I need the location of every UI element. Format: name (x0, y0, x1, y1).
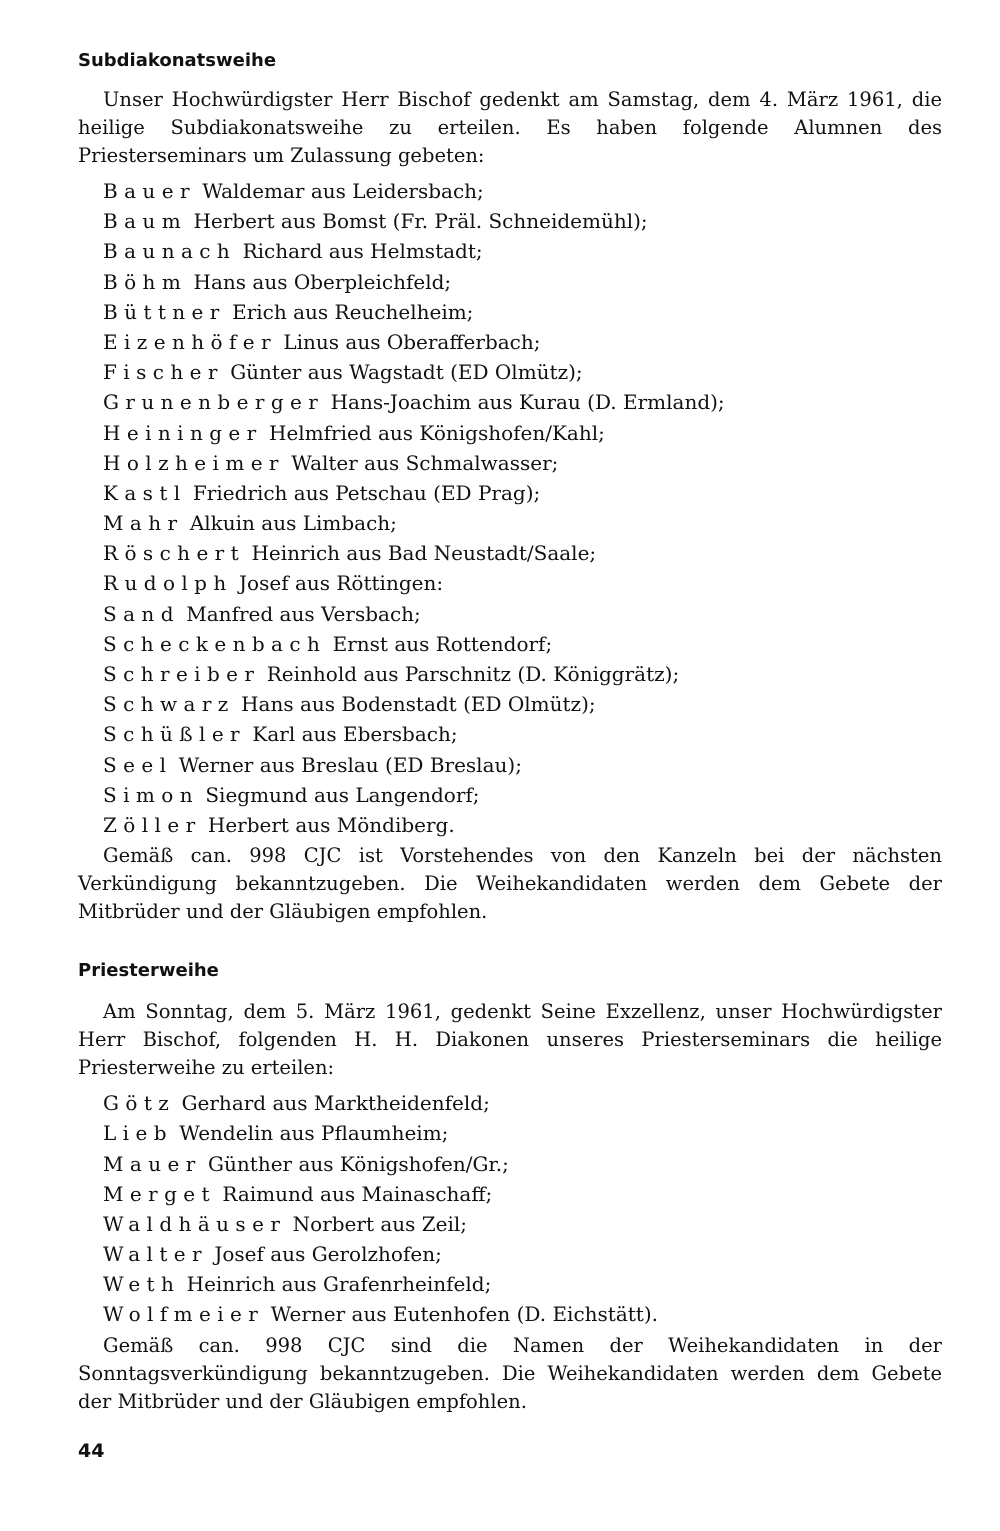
candidate-details: Gerhard aus Marktheidenfeld; (181, 1091, 490, 1116)
section2-closing: Gemäß can. 998 CJC sind die Namen der Weihekandidaten in der Sonntagsverkündigung bekanntzugeben. Die Weihekandidaten werden dem Gebete der Mitbrüder und der Gläubigen empfohlen. (78, 1333, 942, 1413)
candidate-item (103, 689, 942, 719)
candidate-details: Hans aus Bodenstadt (ED Olmütz); (241, 692, 596, 717)
candidate-item (103, 1239, 942, 1269)
candidate-details: Richard aus Helmstadt; (242, 239, 483, 264)
candidate-item (103, 538, 942, 568)
section-heading-priesterweihe: Priesterweihe (78, 960, 219, 982)
candidate-item (103, 206, 942, 236)
candidate-surname: Götz (103, 1091, 176, 1116)
candidate-surname: Baunach (103, 239, 237, 264)
candidate-details: Herbert aus Möndiberg. (207, 812, 455, 837)
candidate-details: Helmfried aus Königshofen/Kahl; (269, 420, 605, 445)
candidate-item (103, 750, 942, 780)
candidate-details: Herbert aus Bomst (Fr. Präl. Schneidemühl); (193, 209, 648, 234)
candidate-details: Walter aus Schmalwasser; (291, 450, 559, 475)
candidate-details: Manfred aus Versbach; (186, 601, 421, 626)
candidate-surname: Merget (103, 1181, 216, 1206)
candidate-details: Karl aus Ebersbach; (252, 722, 458, 747)
candidate-surname: Holzheimer (103, 450, 285, 475)
candidate-item (103, 810, 942, 840)
candidate-item (103, 780, 942, 810)
candidate-item (103, 176, 942, 206)
candidate-item (103, 357, 942, 387)
candidate-surname: Sand (103, 601, 180, 626)
candidate-details: Hans aus Oberpleichfeld; (193, 269, 452, 294)
candidate-item (103, 508, 942, 538)
candidate-surname: Walter (103, 1242, 208, 1267)
candidate-details: Josef aus Gerolzhofen; (214, 1242, 442, 1267)
candidate-surname: Schreiber (103, 662, 261, 686)
candidate-details: Raimund aus Mainaschaff; (222, 1181, 493, 1206)
section1-closing: Gemäß can. 998 CJC ist Vorstehendes von den Kanzeln bei der nächsten Verkündigung bekanntzugeben. Die Weihekandidaten werden dem Gebete der Mitbrüder und der Gläubigen empfohlen. (78, 844, 942, 924)
candidate-surname: Röschert (103, 541, 246, 566)
candidate-item (103, 478, 942, 508)
candidate-surname: Mahr (103, 511, 184, 536)
candidate-surname: Eizenhöfer (103, 329, 277, 354)
candidate-surname: Waldhäuser (103, 1211, 287, 1236)
candidate-details: Linus aus Oberafferbach; (283, 329, 541, 354)
candidate-item (103, 599, 942, 629)
candidate-surname: Kastl (103, 480, 187, 505)
candidate-details: Werner aus Eutenhofen (D. Eichstätt). (270, 1302, 658, 1327)
candidate-item (103, 387, 942, 417)
candidate-item (103, 327, 942, 357)
candidate-item (103, 267, 942, 297)
section1-intro: Unser Hochwürdigster Herr Bischof gedenkt am Samstag, dem 4. März 1961, die heilige Subdiakonatsweihe zu erteilen. Es haben folgende Alumnen des Priesterseminars um Zulassung gebeten: (78, 88, 942, 167)
candidate-surname: Fischer (103, 360, 224, 385)
section-heading-subdiakonatsweihe: Subdiakonatsweihe (78, 50, 277, 71)
candidate-item (103, 1179, 942, 1209)
candidate-details: Alkuin aus Limbach; (189, 511, 397, 536)
candidate-item (103, 1088, 942, 1118)
candidate-item (103, 236, 942, 266)
candidate-details: Werner aus Breslau (ED Breslau); (178, 752, 522, 777)
candidate-details: Günther aus Königshofen/Gr.; (208, 1151, 509, 1176)
candidate-item (103, 629, 942, 659)
candidate-details: Siegmund aus Langendorf; (205, 782, 480, 807)
candidate-item (103, 418, 942, 448)
candidate-surname: Schüßler (103, 722, 247, 747)
candidate-surname: Heininger (103, 420, 263, 445)
candidate-item (103, 297, 942, 327)
candidate-details: Waldemar aus Leidersbach; (202, 179, 484, 203)
candidate-details: Norbert aus Zeil; (292, 1211, 468, 1236)
candidate-surname: Rudolph (103, 571, 233, 596)
candidate-item (103, 1118, 942, 1148)
candidate-item (103, 448, 942, 478)
candidate-surname: Wolfmeier (103, 1302, 265, 1327)
candidate-surname: Schwarz (103, 692, 235, 717)
candidate-surname: Mauer (103, 1151, 202, 1176)
candidate-details: Heinrich aus Bad Neustadt/Saale; (251, 541, 597, 566)
candidate-item (103, 1299, 942, 1329)
candidate-details: Hans-Joachim aus Kurau (D. Ermland); (330, 390, 725, 415)
candidate-item (103, 1209, 942, 1239)
candidate-surname: Zöller (103, 812, 202, 837)
candidate-details: Josef aus Röttingen: (239, 571, 444, 596)
section2-intro: Am Sonntag, dem 5. März 1961, gedenkt Seine Exzellenz, unser Hochwürdigster Herr Bischof, folgenden H. H. Diakonen unseres Priesterseminars die heilige Priesterweihe zu erteilen: (78, 1000, 942, 1080)
candidate-item (103, 659, 942, 689)
candidate-surname: Böhm (103, 269, 188, 294)
candidate-item (103, 1269, 942, 1299)
candidate-details: Wendelin aus Pflaumheim; (179, 1121, 449, 1146)
candidate-surname: Weth (103, 1272, 181, 1297)
candidate-details: Friedrich aus Petschau (ED Prag); (192, 480, 541, 505)
subdiakonat-candidate-list (78, 176, 942, 840)
priesterweihe-candidate-list (78, 1088, 942, 1330)
candidate-details: Günter aus Wagstadt (ED Olmütz); (230, 360, 583, 385)
candidate-details: Erich aus Reuchelheim; (232, 299, 474, 324)
candidate-details: Heinrich aus Grafenrheinfeld; (186, 1272, 492, 1297)
candidate-surname: Simon (103, 782, 199, 807)
page-number: 44 (78, 1440, 105, 1462)
candidate-surname: Bauer (103, 179, 196, 203)
candidate-details: Ernst aus Rottendorf; (332, 631, 553, 656)
document-page (78, 46, 942, 1416)
candidate-details: Reinhold aus Parschnitz (D. Königgrätz); (266, 662, 680, 686)
candidate-item (103, 719, 942, 749)
candidate-surname: Baum (103, 209, 188, 234)
candidate-item (103, 568, 942, 598)
candidate-surname: Grunenberger (103, 390, 325, 415)
candidate-surname: Seel (103, 752, 173, 777)
candidate-surname: Lieb (103, 1121, 173, 1146)
candidate-item (103, 1149, 942, 1179)
candidate-surname: Scheckenbach (103, 631, 327, 656)
candidate-surname: Büttner (103, 299, 226, 324)
